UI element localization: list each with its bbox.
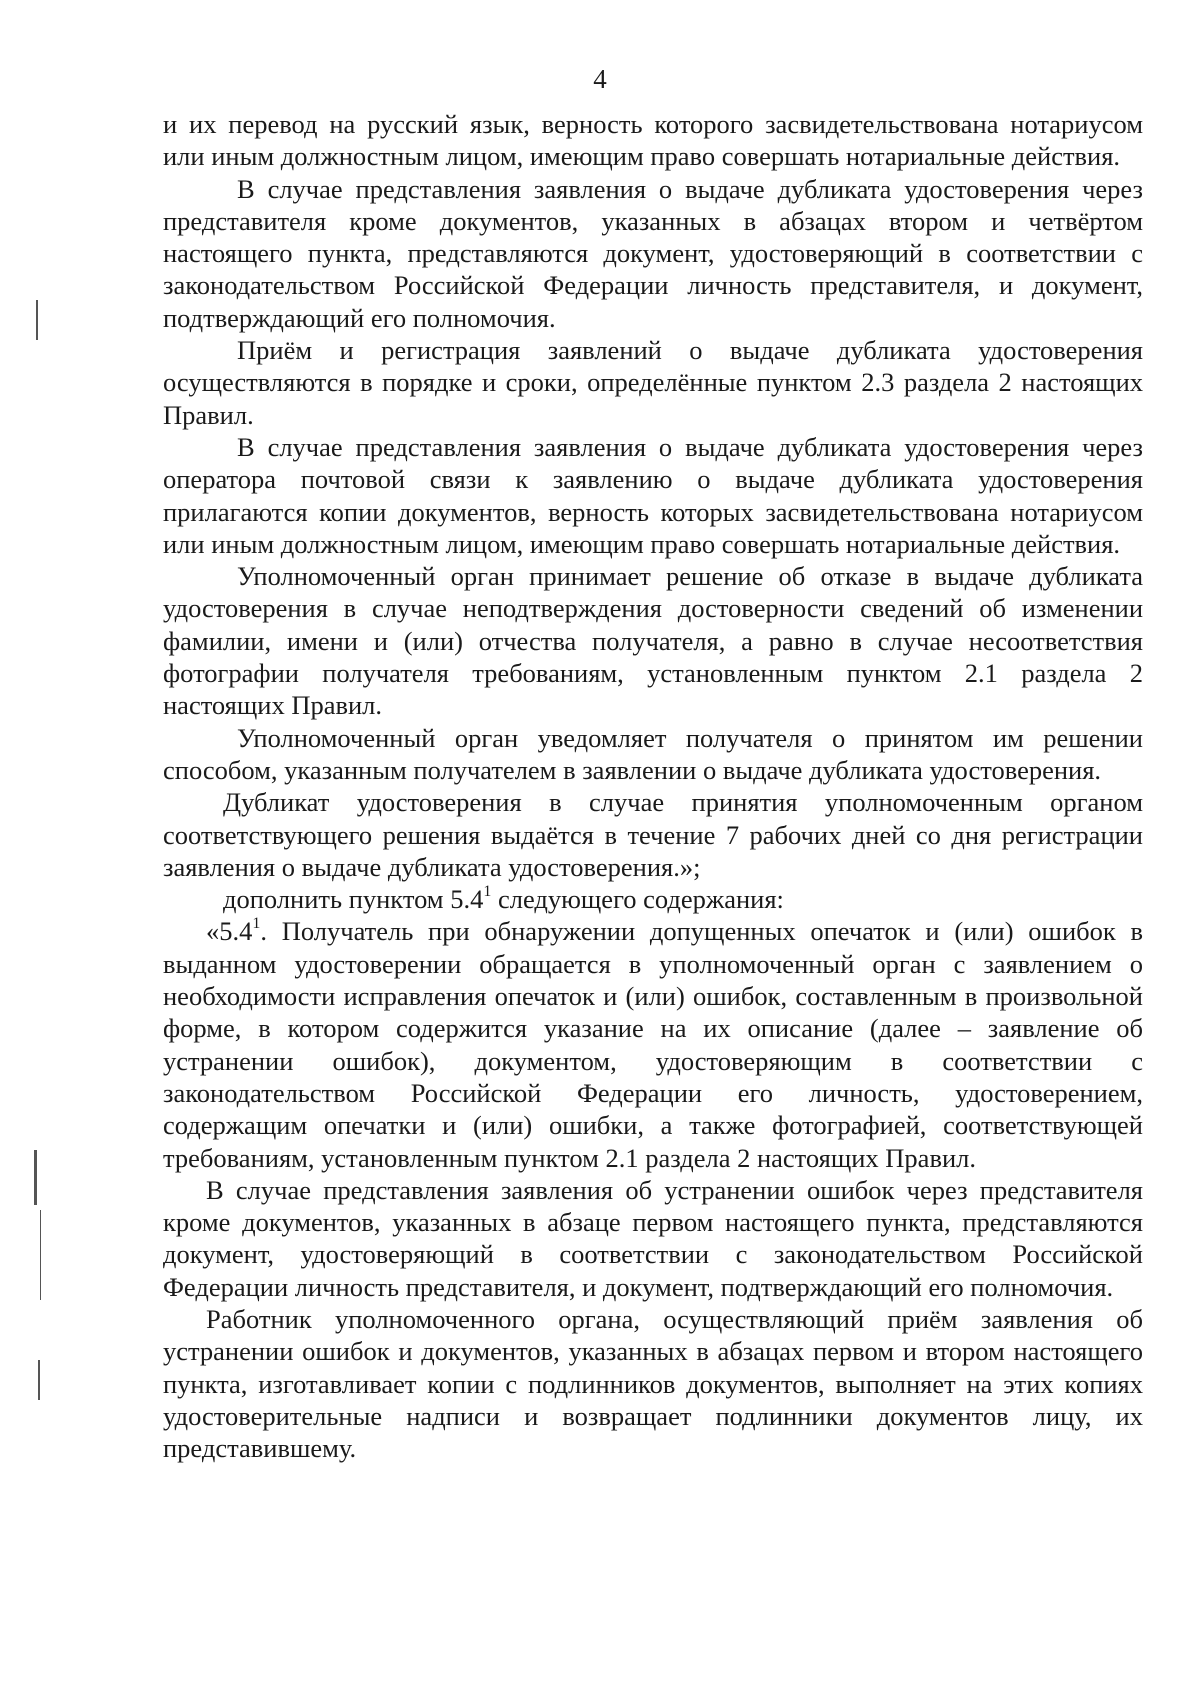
paragraph-11: Работник уполномоченного органа, осуществляющий приём заявления об устранении ошибок и документов, указанных в абзацах первом и втором настоящего пункта, изготавливает копии с подлинников документов, выполняет на этих копиях удостоверительные надписи и возвращает подлинники документов лицу, их представившему.	[163, 1303, 1143, 1464]
superscript-1: 1	[252, 915, 261, 933]
paragraph-9-text-after: . Получатель при обнаружении допущенных опечаток и (или) ошибок в выданном удостоверении обращается в уполномоченный орган с заявлением о необходимости исправления опечаток и (или) ошибок, составленным в произвольной форме, в котором содержится указание на их описание (далее – заявление об устранении ошибок), документом, удостоверяющим в соответствии с законодательством Российской Федерации его личность, удостоверением, содержащим опечатки и (или) ошибки, а также фотографией, соответствующей требованиям, установленным пунктом 2.1 раздела 2 настоящих Правил.	[163, 916, 1143, 1173]
paragraph-7: Дубликат удостоверения в случае принятия уполномоченным органом соответствующего решения выдаётся в течение 7 рабочих дней со дня регистрации заявления о выдаче дубликата удостоверения.»;	[163, 787, 1143, 882]
scan-artifact	[34, 1150, 37, 1205]
paragraph-8	[163, 883, 1143, 915]
scan-artifact	[36, 300, 38, 340]
paragraph-2: В случае представления заявления о выдаче дубликата удостоверения через представителя кроме документов, указанных в абзацах втором и четвёртом настоящего пункта, представляются документ, удостоверяющий в соответствии с законодательством Российской Федерации личность представителя, и документ, подтверждающий его полномочия.	[163, 173, 1143, 333]
scan-artifact	[38, 1360, 40, 1400]
scan-artifact	[40, 1210, 41, 1300]
paragraph-6: Уполномоченный орган уведомляет получателя о принятом им решении способом, указанным получателем в заявлении о выдаче дубликата удостоверения.	[163, 722, 1143, 785]
paragraph-3: Приём и регистрация заявлений о выдаче дубликата удостоверения осуществляются в порядке и сроки, определённые пунктом 2.3 раздела 2 настоящих Правил.	[163, 335, 1143, 430]
paragraph-1: и их перевод на русский язык, верность которого засвидетельствована нотариусом или иным должностным лицом, имеющим право совершать нотариальные действия.	[163, 109, 1143, 172]
paragraph-5: Уполномоченный орган принимает решение об отказе в выдаче дубликата удостоверения в случае неподтверждения достоверности сведений об изменении фамилии, имени и (или) отчества получателя, а равно в случае несоответствия фотографии получателя требованиям, установленным пунктом 2.1 раздела 2 настоящих Правил.	[163, 561, 1143, 721]
page-number: 4	[593, 64, 607, 94]
paragraph-9	[163, 915, 1143, 1173]
superscript-1: 1	[483, 883, 492, 901]
paragraph-8-text-after: следующего содержания:	[491, 884, 784, 915]
paragraph-9-text-before: «5.4	[206, 916, 253, 947]
document-body	[163, 108, 1143, 1464]
paragraph-4: В случае представления заявления о выдаче дубликата удостоверения через оператора почтовой связи к заявлению о выдаче дубликата удостоверения прилагаются копии документов, верность которых засвидетельствована нотариусом или иным должностным лицом, имеющим право совершать нотариальные действия.	[163, 431, 1143, 559]
paragraph-10: В случае представления заявления об устранении ошибок через представителя кроме документов, указанных в абзаце первом настоящего пункта, представляются документ, удостоверяющий в соответствии с законодательством Российской Федерации личность представителя, и документ, подтверждающий его полномочия.	[163, 1174, 1143, 1302]
paragraph-8-text-before: дополнить пунктом 5.4	[223, 884, 484, 915]
